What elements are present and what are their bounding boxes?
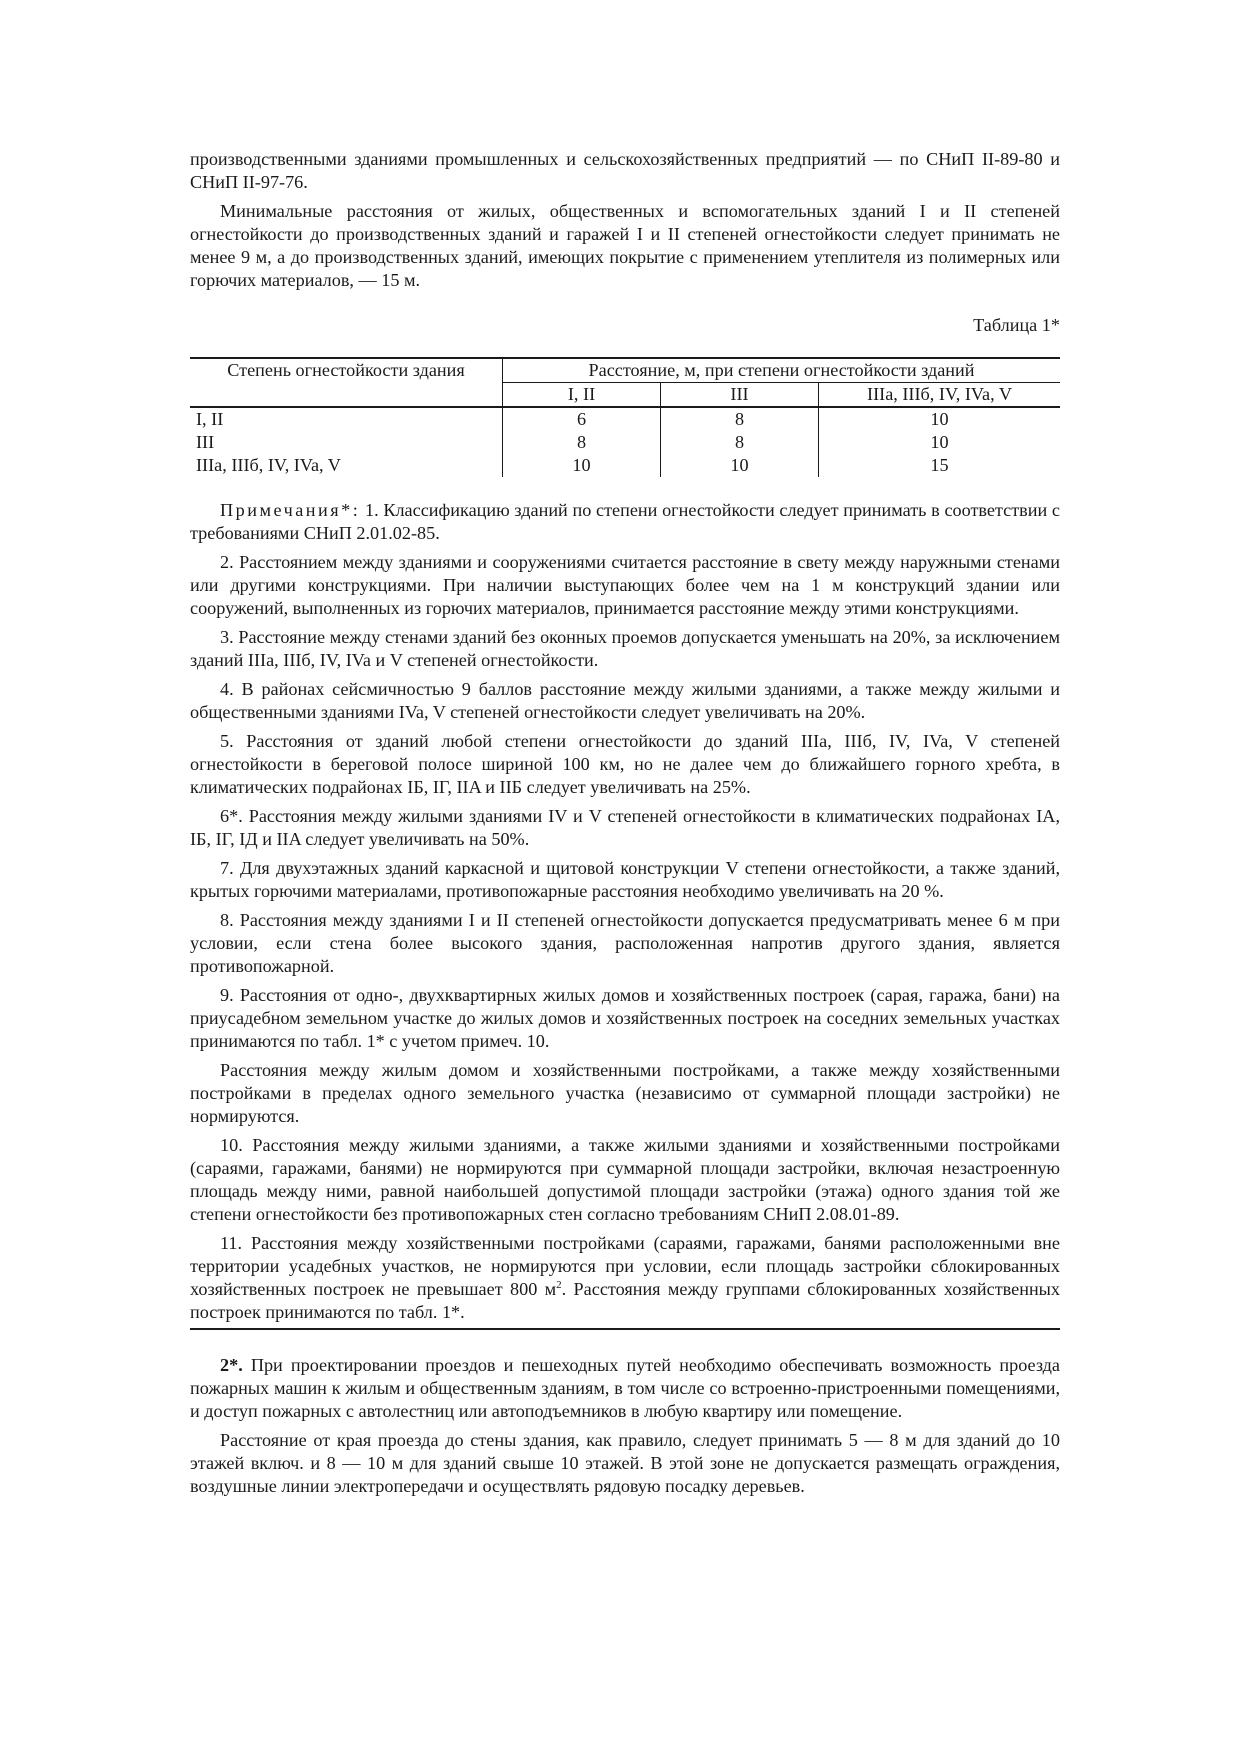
note-1 xyxy=(190,499,1060,545)
intro-paragraph-1: производственными зданиями промышленных и сельскохозяйственных предприятий — по СНиП II-89-80 и СНиП II-97-76. xyxy=(190,149,1060,192)
table-cell: 8 xyxy=(661,431,819,454)
section-2-paragraph-1 xyxy=(190,1354,1060,1423)
table-cell: 15 xyxy=(819,454,1061,477)
section-2-paragraph-2: Расстояние от края проезда до стены здания, как правило, следует принимать 5 — 8 м для зданий до 10 этажей включ. и 8 — 10 м для зданий свыше 10 этажей. В этой зоне не допускается размещать ограждения, воздушные линии электропередачи и осуществлять рядовую посадку деревьев. xyxy=(190,1430,1060,1496)
table-row-label: IIIa, IIIб, IV, IVa, V xyxy=(196,455,341,475)
table-caption: Таблица 1* xyxy=(973,315,1060,335)
table-row-label: III xyxy=(196,432,215,452)
note-10: 10. Расстояния между жилыми зданиями, а также жилыми зданиями и хозяйственными постройками (сараями, гаражами, банями) не нормируются при суммарной площади застройки, включая незастроенную площадь между ними, равной наибольшей допустимой площади застройки (этажа) одного здания той же степени огнестойкости без противопожарных стен согласно требованиям СНиП 2.08.01-89. xyxy=(190,1135,1060,1224)
document-page xyxy=(190,148,1060,1498)
table-subheader: III xyxy=(661,383,819,408)
table-cell: 8 xyxy=(503,431,661,454)
superscript: 2 xyxy=(556,1278,562,1291)
table-row xyxy=(190,454,1060,477)
table-cell: 10 xyxy=(819,407,1061,431)
distance-table xyxy=(190,357,1060,477)
notes-heading: Примечания*: xyxy=(220,500,361,520)
note-9-continued: Расстояния между жилым домом и хозяйственными постройками, а также между хозяйственными постройками в пределах одного земельного участка (независимо от суммарной площади застройки) не нормируются. xyxy=(190,1060,1060,1126)
section-number: 2*. xyxy=(220,1355,243,1375)
table-row xyxy=(190,407,1060,431)
table-row xyxy=(190,431,1060,454)
note-11-text-end: . Расстояния между группами сблокированных хозяйственных построек принимаются по табл. 1*. xyxy=(190,1279,1060,1322)
note-1-text: 1. Классификацию зданий по степени огнестойкости следует принимать в соответствии с требованиями СНиП 2.01.02-85. xyxy=(190,500,1061,543)
table-cell: 10 xyxy=(503,454,661,477)
note-3: 3. Расстояние между стенами зданий без оконных проемов допускается уменьшать на 20%, за исключением зданий IIIa, IIIб, IV, IVa и V степеней огнестойкости. xyxy=(190,627,1060,670)
table-cell: 6 xyxy=(503,407,661,431)
note-7: 7. Для двухэтажных зданий каркасной и щитовой конструкции V степени огнестойкости, а также зданий, крытых горючими материалами, противопожарные расстояния необходимо увеличивать на 20 %. xyxy=(190,858,1060,901)
table-cell: 10 xyxy=(661,454,819,477)
note-4: 4. В районах сейсмичностью 9 баллов расстояние между жилыми зданиями, а также между жилыми и общественными зданиями IVa, V степеней огнестойкости следует увеличивать на 20%. xyxy=(190,679,1060,722)
note-5: 5. Расстояния от зданий любой степени огнестойкости до зданий IIIa, IIIб, IV, IVa, V степеней огнестойкости в береговой полосе шириной 100 км, но не далее чем до ближайшего горного хребта, в климатических подрайонах IБ, IГ, IIA и IIБ следует увеличивать на 25%. xyxy=(190,731,1060,797)
table-row-label: I, II xyxy=(196,409,224,429)
table-cell: 8 xyxy=(661,407,819,431)
table-header-distance-group: Расстояние, м, при степени огнестойкости зданий xyxy=(503,358,1061,383)
note-2: 2. Расстоянием между зданиями и сооружениями считается расстояние в свету между наружными стенами или другими конструкциями. При наличии выступающих более чем на 1 м конструкций здании или сооружений, выполненных из горючих материалов, принимается расстояние между этими конструкциями. xyxy=(190,552,1060,618)
intro-paragraph-2: Минимальные расстояния от жилых, общественных и вспомогательных зданий I и II степеней огнестойкости до производственных зданий и гаражей I и II степеней огнестойкости следует принимать не менее 9 м, а до производственных зданий, имеющих покрытие с применением утеплителя из полимерных или горючих материалов, — 15 м. xyxy=(190,201,1060,290)
table-header-fire-resistance: Степень огнестойкости здания xyxy=(190,358,503,407)
note-8: 8. Расстояния между зданиями I и II степеней огнестойкости допускается предусматривать менее 6 м при условии, если стена более высокого здания, расположенная напротив другого здания, является противопожарной. xyxy=(190,910,1060,976)
table-cell: 10 xyxy=(819,431,1061,454)
notes-block xyxy=(190,499,1060,1330)
table-subheader: IIIa, IIIб, IV, IVa, V xyxy=(819,383,1061,408)
section-2-text: При проектировании проездов и пешеходных путей необходимо обеспечивать возможность проезда пожарных машин к жилым и общественным зданиям, в том числе со встроенно-пристроенными помещениями, и доступ пожарных с автолестниц или автоподъемников в любую квартиру или помещение. xyxy=(190,1355,1060,1421)
table-subheader: I, II xyxy=(503,383,661,408)
note-6: 6*. Расстояния между жилыми зданиями IV и V степеней огнестойкости в климатических подрайонах IA, IБ, IГ, IД и IIA следует увеличивать на 50%. xyxy=(190,806,1060,849)
note-11-text: 11. Расстояния между хозяйственными постройками (сараями, гаражами, банями расположенными вне территории усадебных участков, не нормируются при условии, если площадь застройки сблокированных хозяйственных построек не превышает 800 м xyxy=(190,1233,1060,1299)
note-11 xyxy=(190,1232,1060,1324)
note-9: 9. Расстояния от одно-, двухквартирных жилых домов и хозяйственных построек (сарая, гаража, бани) на приусадебном земельном участке до жилых домов и хозяйственных построек на соседних земельных участках принимаются по табл. 1* с учетом примеч. 10. xyxy=(190,985,1060,1051)
section-2 xyxy=(190,1354,1060,1498)
